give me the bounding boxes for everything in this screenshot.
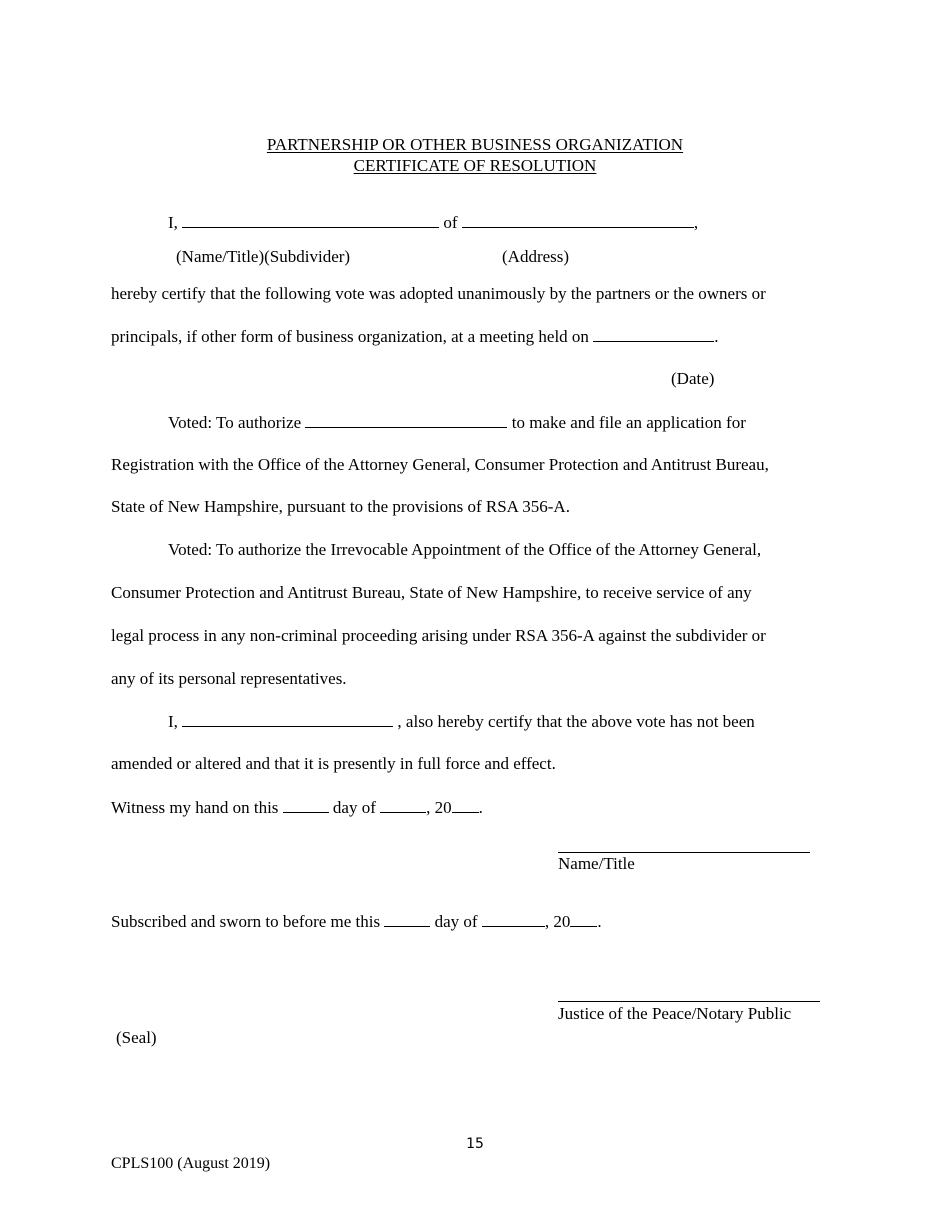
affirm-line-2: amended or altered and that it is presently in full force and effect.	[111, 754, 556, 773]
notary-caption: Justice of the Peace/Notary Public	[558, 1004, 792, 1023]
vote1-before: Voted: To authorize	[168, 413, 302, 432]
sworn-text-a: Subscribed and sworn to before me this	[111, 912, 381, 931]
title-line-2: CERTIFICATE OF RESOLUTION	[353, 156, 597, 175]
witness-text-c: , 20	[426, 798, 452, 817]
intro-line	[168, 212, 698, 233]
affirm-line-1	[168, 711, 755, 732]
footer-form-id: CPLS100 (August 2019)	[111, 1155, 271, 1172]
meeting-date-blank[interactable]	[593, 326, 714, 342]
sworn-month-blank[interactable]	[482, 911, 545, 927]
witness-line	[111, 797, 483, 818]
witness-text-b: day of	[332, 798, 376, 817]
name-title-caption: (Name/Title)(Subdivider)	[176, 247, 351, 266]
witness-text-a: Witness my hand on this	[111, 798, 279, 817]
signature-line[interactable]	[558, 852, 810, 853]
sworn-text-b: day of	[434, 912, 478, 931]
certify-line-2	[111, 326, 718, 347]
page-number: 15	[466, 1136, 484, 1152]
sworn-line	[111, 911, 602, 932]
certify-period: .	[714, 327, 719, 346]
witness-text-d: .	[478, 798, 483, 817]
authorized-person-blank[interactable]	[305, 412, 507, 428]
sworn-text-d: .	[597, 912, 602, 931]
affirm-i: I,	[168, 712, 178, 731]
vote1-line-1	[168, 412, 746, 433]
certify-line-2-text: principals, if other form of business organization, at a meeting held on	[111, 327, 589, 346]
witness-day-blank[interactable]	[283, 797, 329, 813]
certify-line-1: hereby certify that the following vote was adopted unanimously by the partners or the owners or	[111, 284, 766, 303]
vote1-line-2: Registration with the Office of the Attorney General, Consumer Protection and Antitrust Bureau,	[111, 455, 769, 474]
vote2-line-2: Consumer Protection and Antitrust Bureau, State of New Hampshire, to receive service of any	[111, 583, 752, 602]
name-title-blank[interactable]	[182, 212, 439, 228]
affirm-after: , also hereby certify that the above vote has not been	[397, 712, 755, 731]
date-caption: (Date)	[671, 369, 715, 388]
signature-caption: Name/Title	[558, 854, 635, 873]
vote2-line-3: legal process in any non-criminal proceeding arising under RSA 356-A against the subdivider or	[111, 626, 766, 645]
seal-label: (Seal)	[116, 1028, 157, 1047]
witness-year-blank[interactable]	[452, 797, 479, 813]
witness-month-blank[interactable]	[380, 797, 426, 813]
intro-i: I,	[168, 213, 178, 232]
vote2-line-1: Voted: To authorize the Irrevocable Appointment of the Office of the Attorney General,	[168, 540, 762, 559]
vote2-line-4: any of its personal representatives.	[111, 669, 347, 688]
sworn-text-c: , 20	[544, 912, 571, 931]
address-blank[interactable]	[462, 212, 694, 228]
sworn-day-blank[interactable]	[384, 911, 430, 927]
sworn-year-blank[interactable]	[570, 911, 597, 927]
notary-signature-line[interactable]	[558, 1001, 820, 1002]
address-caption: (Address)	[502, 247, 570, 266]
vote1-line-3: State of New Hampshire, pursuant to the provisions of RSA 356-A.	[111, 497, 570, 516]
vote1-after: to make and file an application for	[511, 413, 746, 432]
title-line-1: PARTNERSHIP OR OTHER BUSINESS ORGANIZATION	[266, 135, 684, 154]
intro-comma: ,	[693, 213, 699, 232]
intro-of: of	[443, 213, 458, 232]
affirm-name-blank[interactable]	[182, 711, 393, 727]
